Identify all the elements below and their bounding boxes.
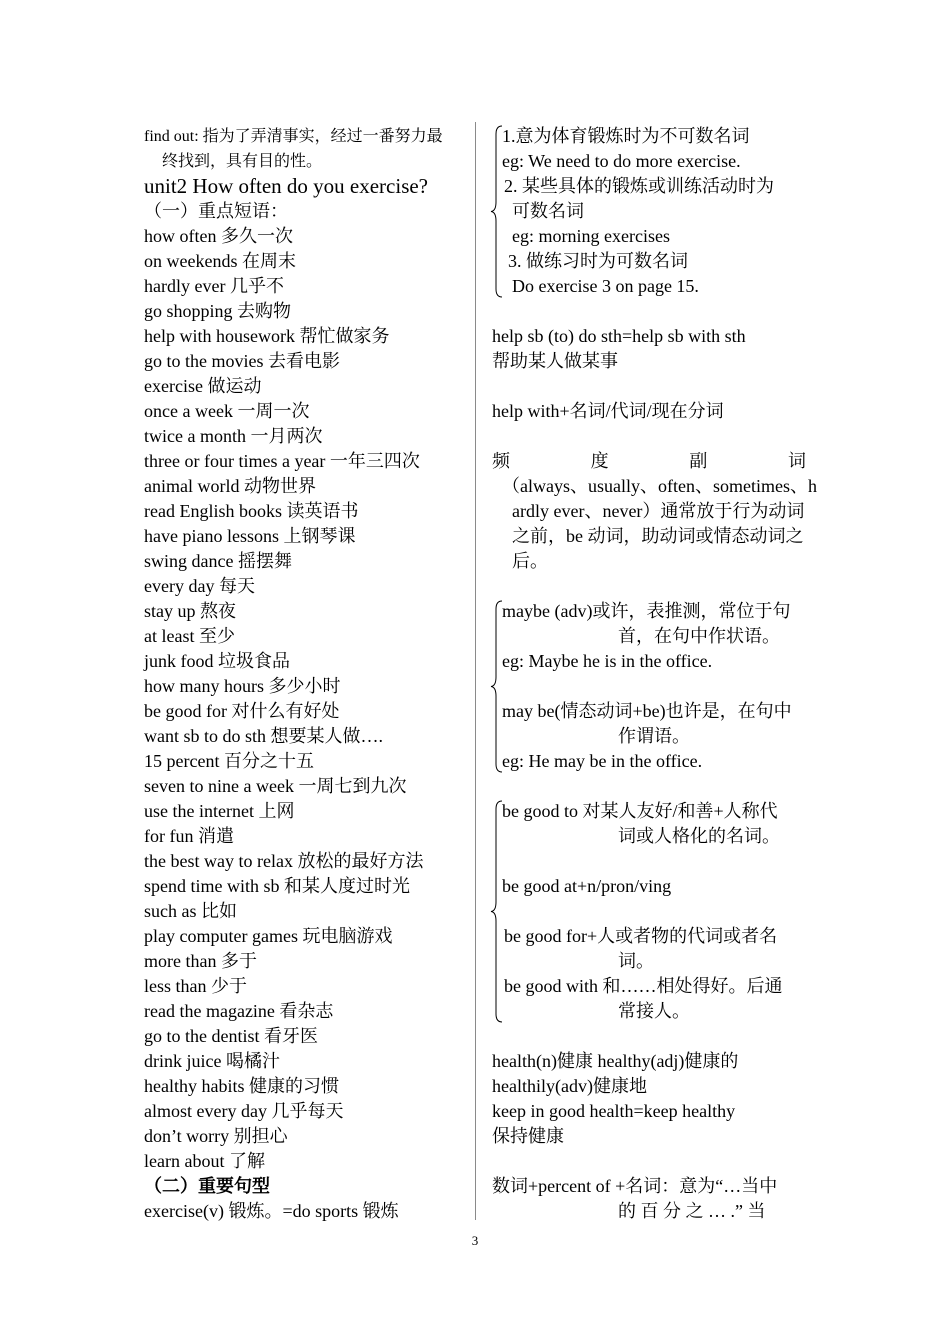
left-brace-icon (490, 799, 504, 1024)
exercise-note-6: 3. 做练习时为可数名词 (508, 251, 688, 271)
phrase-item: swing dance 摇摆舞 (144, 551, 292, 571)
begood-note-6: be good with 和……相处得好。后通 (504, 976, 783, 996)
exercise-note-1: 1.意为体育锻炼时为不可数名词 (502, 126, 750, 146)
phrase-item: play computer games 玩电脑游戏 (144, 926, 393, 946)
left-brace-icon (490, 599, 504, 774)
freq-line: 后。 (512, 551, 548, 571)
phrase-item: almost every day 几乎每天 (144, 1101, 344, 1121)
maybe-note-4: may be(情态动词+be)也许是，在句中 (502, 701, 792, 721)
freq-char: 副 (689, 451, 708, 471)
phrase-item: such as 比如 (144, 901, 237, 921)
phrase-item: the best way to relax 放松的最好方法 (144, 851, 424, 871)
maybe-note-2: 首，在句中作状语。 (618, 626, 780, 646)
begood-note-1: be good to 对某人友好/和善+人称代 (502, 801, 778, 821)
phrase-item: seven to nine a week 一周七到九次 (144, 776, 407, 796)
phrase-item: healthy habits 健康的习惯 (144, 1076, 339, 1096)
freq-line: ardly ever、never）通常放于行为动词 (512, 501, 805, 521)
help-line-1: help sb (to) do sth=help sb with sth (492, 326, 746, 346)
help-with-line: help with+名词/代词/现在分词 (492, 401, 724, 421)
freq-char: 频 (492, 451, 510, 471)
freq-char: 词 (787, 451, 806, 471)
freq-char: 度 (590, 451, 609, 471)
exercise-note-2: eg: We need to do more exercise. (502, 151, 741, 171)
percent-line-2: 的 百 分 之 … .” 当 (618, 1201, 766, 1221)
maybe-note-5: 作谓语。 (618, 726, 690, 746)
begood-note-5: 词。 (618, 951, 654, 971)
percent-line-1: 数词+percent of +名词：意为“…当中 (492, 1176, 778, 1196)
health-line: health(n)健康 healthy(adj)健康的 (492, 1051, 739, 1071)
exercise-note-5: eg: morning exercises (512, 226, 670, 246)
phrase-item: more than 多于 (144, 951, 257, 971)
intro-line-1: find out: 指为了弄清事实，经过一番努力最 (144, 128, 443, 145)
phrase-item: junk food 垃圾食品 (144, 651, 290, 671)
phrase-item: go to the dentist 看牙医 (144, 1026, 318, 1046)
begood-note-4: be good for+人或者物的代词或者名 (504, 926, 778, 946)
phrase-item: for fun 消遣 (144, 826, 234, 846)
exercise-verb-line: exercise(v) 锻炼。=do sports 锻炼 (144, 1201, 399, 1221)
phrase-item: use the internet 上网 (144, 801, 295, 821)
maybe-note-6: eg: He may be in the office. (502, 751, 703, 771)
phrase-item: how many hours 多少小时 (144, 676, 341, 696)
phrase-item: be good for 对什么有好处 (144, 701, 340, 721)
unit-title: unit2 How often do you exercise? (144, 174, 429, 198)
begood-note-7: 常接人。 (618, 1001, 690, 1021)
phrase-item: read the magazine 看杂志 (144, 1001, 334, 1021)
intro-line-2: 终找到，具有目的性。 (162, 153, 323, 170)
phrase-item: stay up 熬夜 (144, 601, 236, 621)
phrase-item: spend time with sb 和某人度过时光 (144, 876, 410, 896)
phrase-item: go shopping 去购物 (144, 301, 292, 321)
health-line: 保持健康 (492, 1126, 564, 1146)
exercise-note-4: 可数名词 (512, 201, 584, 221)
freq-line: 之前，be 动词，助动词或情态动词之 (512, 526, 804, 546)
exercise-note-7: Do exercise 3 on page 15. (512, 276, 699, 296)
exercise-note-3: 2. 某些具体的锻炼或训练活动时为 (504, 176, 774, 196)
section1-heading: （一）重点短语： (144, 201, 288, 221)
begood-note-3: be good at+n/pron/ving (502, 876, 672, 896)
phrase-item: animal world 动物世界 (144, 476, 316, 496)
page-number: 3 (471, 1233, 479, 1248)
phrase-item: once a week 一周一次 (144, 401, 310, 421)
begood-note-2: 词或人格化的名词。 (618, 826, 780, 846)
maybe-note-3: eg: Maybe he is in the office. (502, 651, 713, 671)
phrase-item: every day 每天 (144, 576, 255, 596)
phrase-item: three or four times a year 一年三四次 (144, 451, 420, 471)
phrase-item: hardly ever 几乎不 (144, 276, 284, 296)
phrase-item: less than 少于 (144, 976, 247, 996)
phrase-item: drink juice 喝橘汁 (144, 1051, 280, 1071)
section2-heading: （二）重要句型 (144, 1176, 270, 1196)
health-line: healthily(adv)健康地 (492, 1076, 647, 1096)
phrase-item: want sb to do sth 想要某人做…. (144, 726, 384, 746)
health-line: keep in good health=keep healthy (492, 1101, 736, 1121)
phrase-item: on weekends 在周末 (144, 251, 296, 271)
maybe-note-1: maybe (adv)或许，表推测，常位于句 (502, 601, 791, 621)
phrase-item: exercise 做运动 (144, 376, 262, 396)
column-divider (475, 122, 476, 1220)
phrase-item: have piano lessons 上钢琴课 (144, 526, 356, 546)
phrase-item: help with housework 帮忙做家务 (144, 326, 390, 346)
phrase-item: read English books 读英语书 (144, 501, 359, 521)
phrase-item: how often 多久一次 (144, 226, 293, 246)
phrase-item: 15 percent 百分之十五 (144, 751, 314, 771)
phrase-item: at least 至少 (144, 626, 235, 646)
freq-heading (492, 449, 806, 474)
phrase-item: don’t worry 别担心 (144, 1126, 288, 1146)
phrase-item: twice a month 一月两次 (144, 426, 323, 446)
phrase-item: learn about 了解 (144, 1151, 265, 1171)
freq-line: （always、usually、often、sometimes、h (502, 476, 817, 496)
help-line-2: 帮助某人做某事 (492, 351, 618, 371)
phrase-item: go to the movies 去看电影 (144, 351, 340, 371)
